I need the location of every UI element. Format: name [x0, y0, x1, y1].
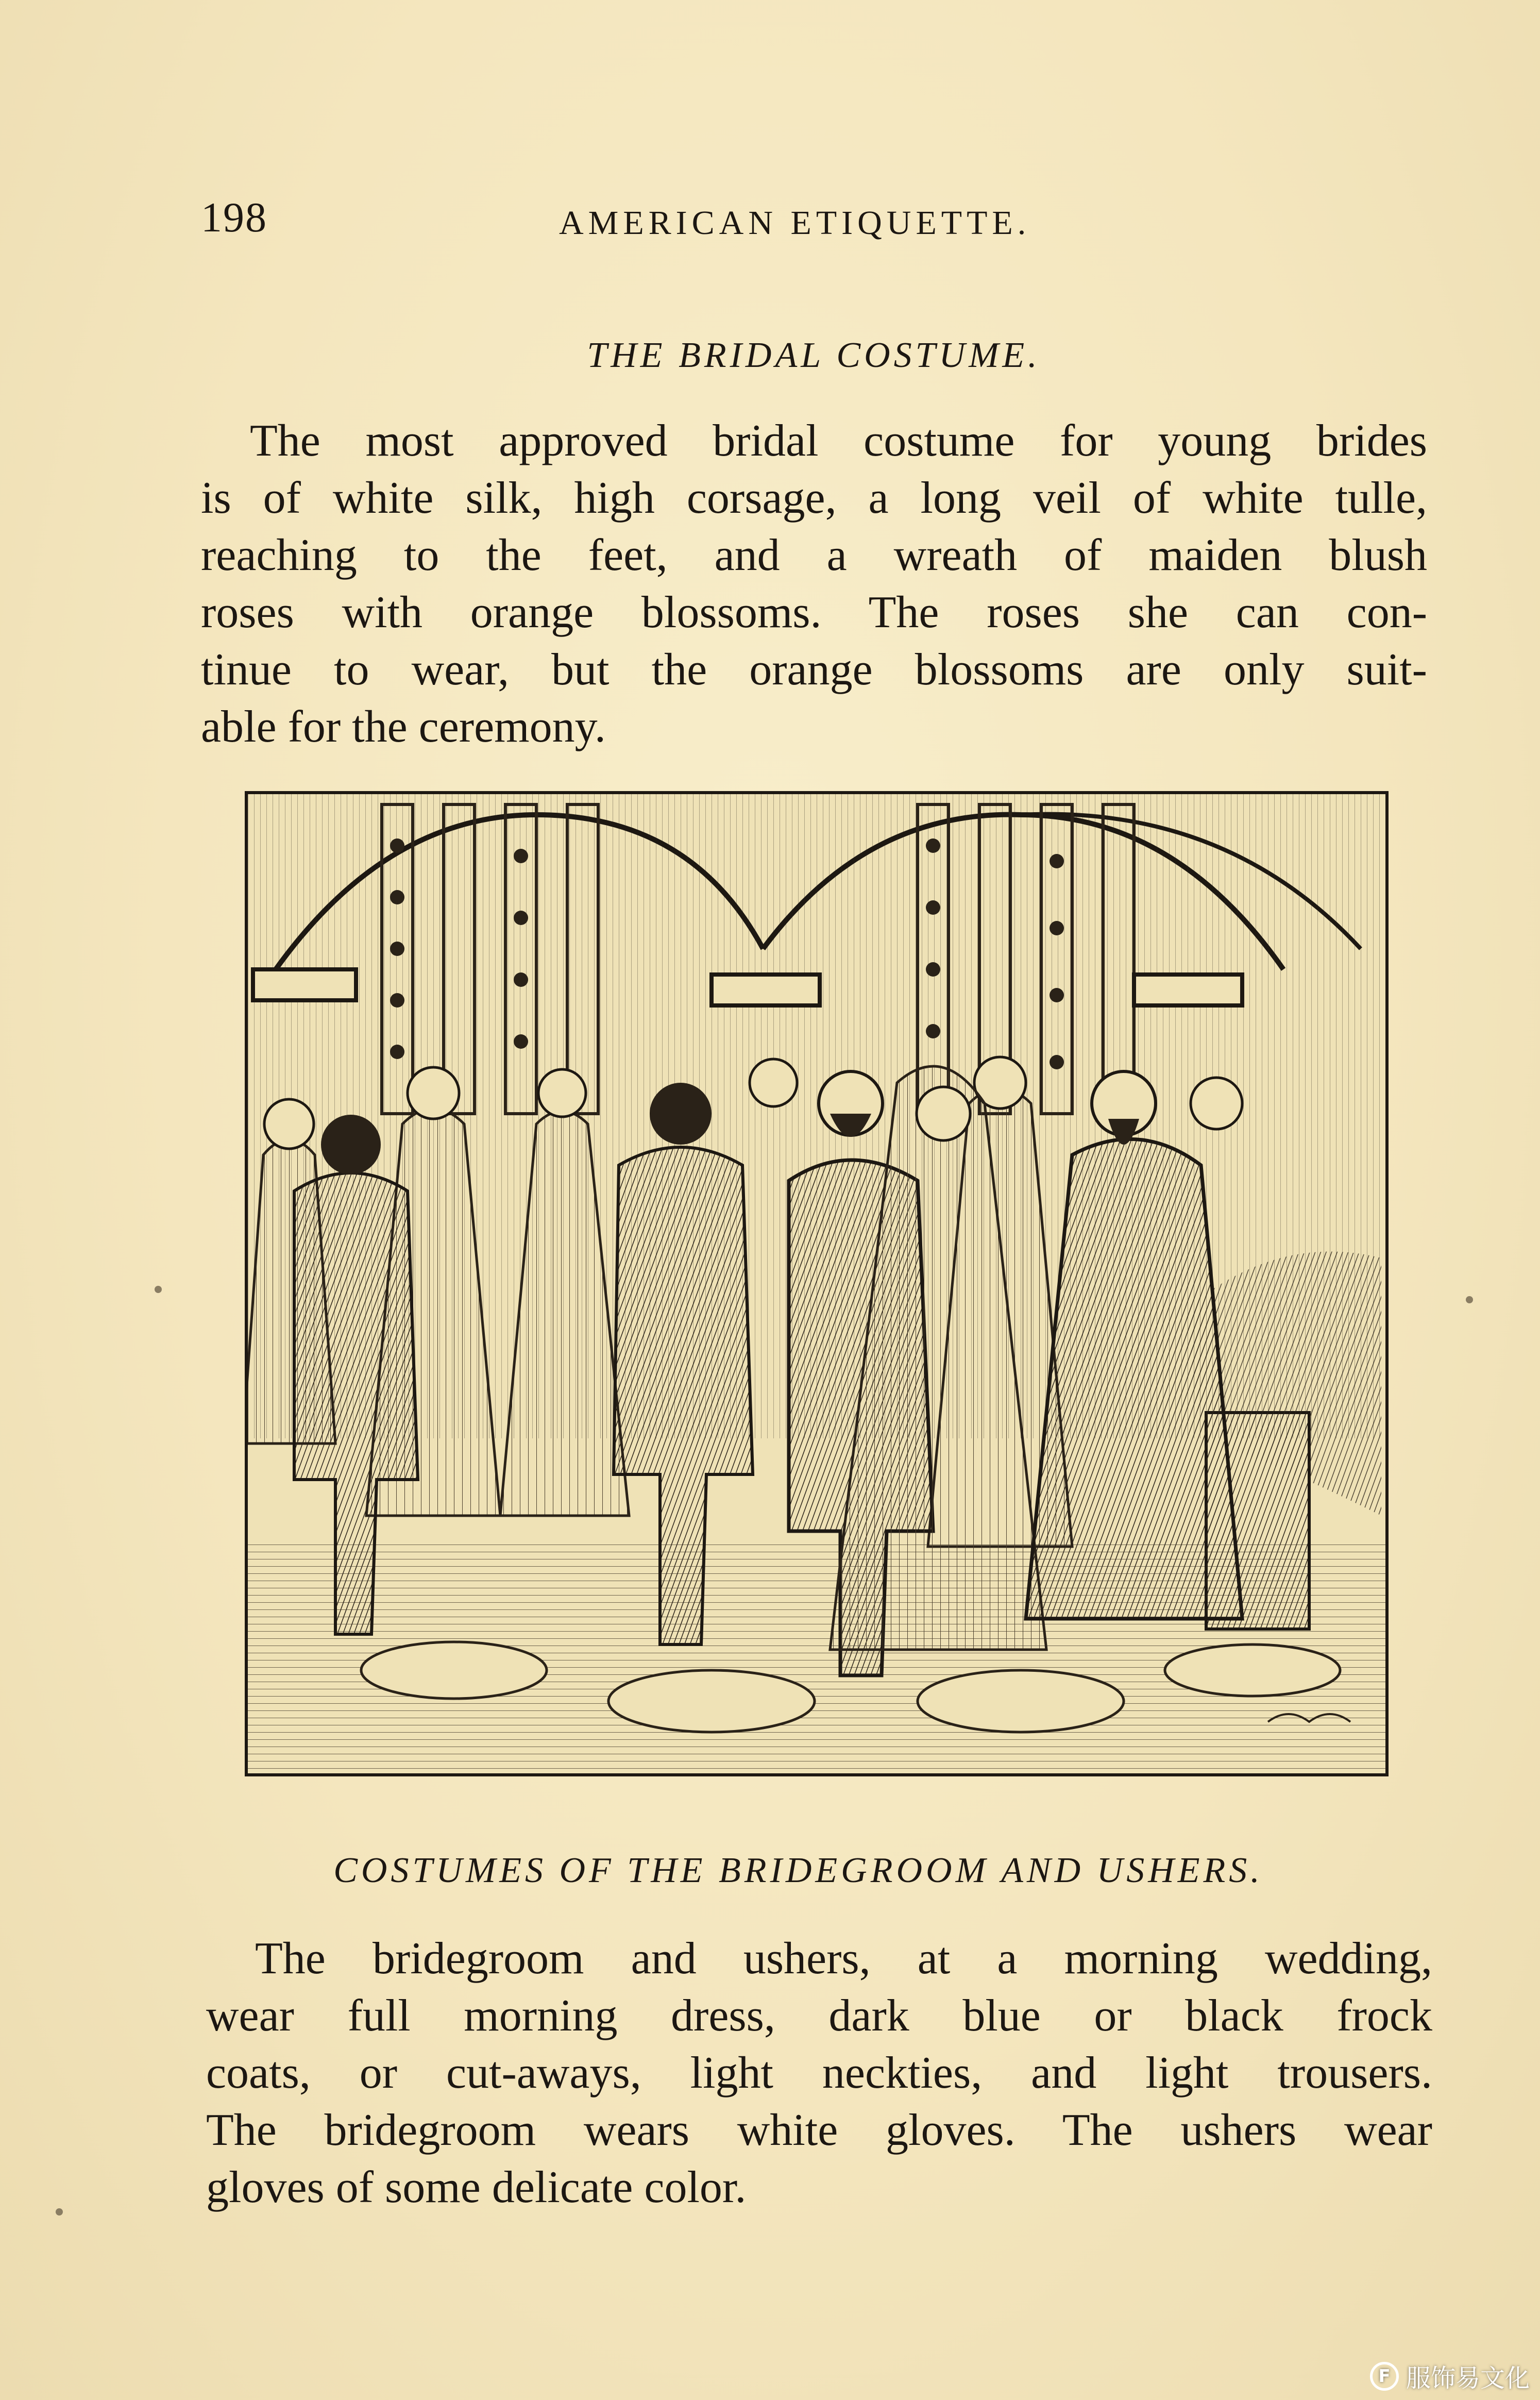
watermark-logo-icon: F — [1370, 2362, 1399, 2391]
text-line: is of white silk, high corsage, a long veil of white tulle, — [201, 473, 1427, 523]
wedding-ceremony-engraving-icon — [248, 794, 1385, 1773]
wedding-illustration — [245, 791, 1389, 1776]
paragraph-bridegroom-ushers — [206, 1930, 1432, 2216]
watermark-text: 服饰易文化 — [1406, 2364, 1530, 2393]
paper-speck — [155, 1286, 162, 1293]
running-title: AMERICAN ETIQUETTE. — [559, 204, 1031, 242]
paper-speck — [1466, 1296, 1473, 1303]
text-line: The bridegroom wears white gloves. The ushers wear — [206, 2105, 1432, 2155]
text-line: roses with orange blossoms. The roses she can con- — [201, 588, 1427, 637]
paper-speck — [56, 2208, 63, 2216]
text-line: The bridegroom and ushers, at a morning wedding, — [255, 1934, 1432, 1984]
text-line: The most approved bridal costume for young brides — [250, 416, 1427, 466]
text-line: tinue to wear, but the orange blossoms are only suit- — [201, 645, 1427, 695]
text-line: able for the ceremony. — [201, 702, 606, 752]
section-heading-bridegroom-ushers: COSTUMES OF THE BRIDEGROOM AND USHERS. — [333, 1851, 1263, 1890]
text-line: coats, or cut-aways, light neckties, and light trousers. — [206, 2048, 1432, 2098]
text-line: gloves of some delicate color. — [206, 2162, 747, 2212]
section-heading-bridal-costume: THE BRIDAL COSTUME. — [587, 335, 1041, 375]
text-line: reaching to the feet, and a wreath of maiden blush — [201, 530, 1427, 580]
watermark — [1370, 2358, 1530, 2394]
text-line: wear full morning dress, dark blue or black frock — [206, 1991, 1432, 2041]
page-number: 198 — [201, 194, 267, 241]
paragraph-bridal-costume — [201, 412, 1427, 756]
